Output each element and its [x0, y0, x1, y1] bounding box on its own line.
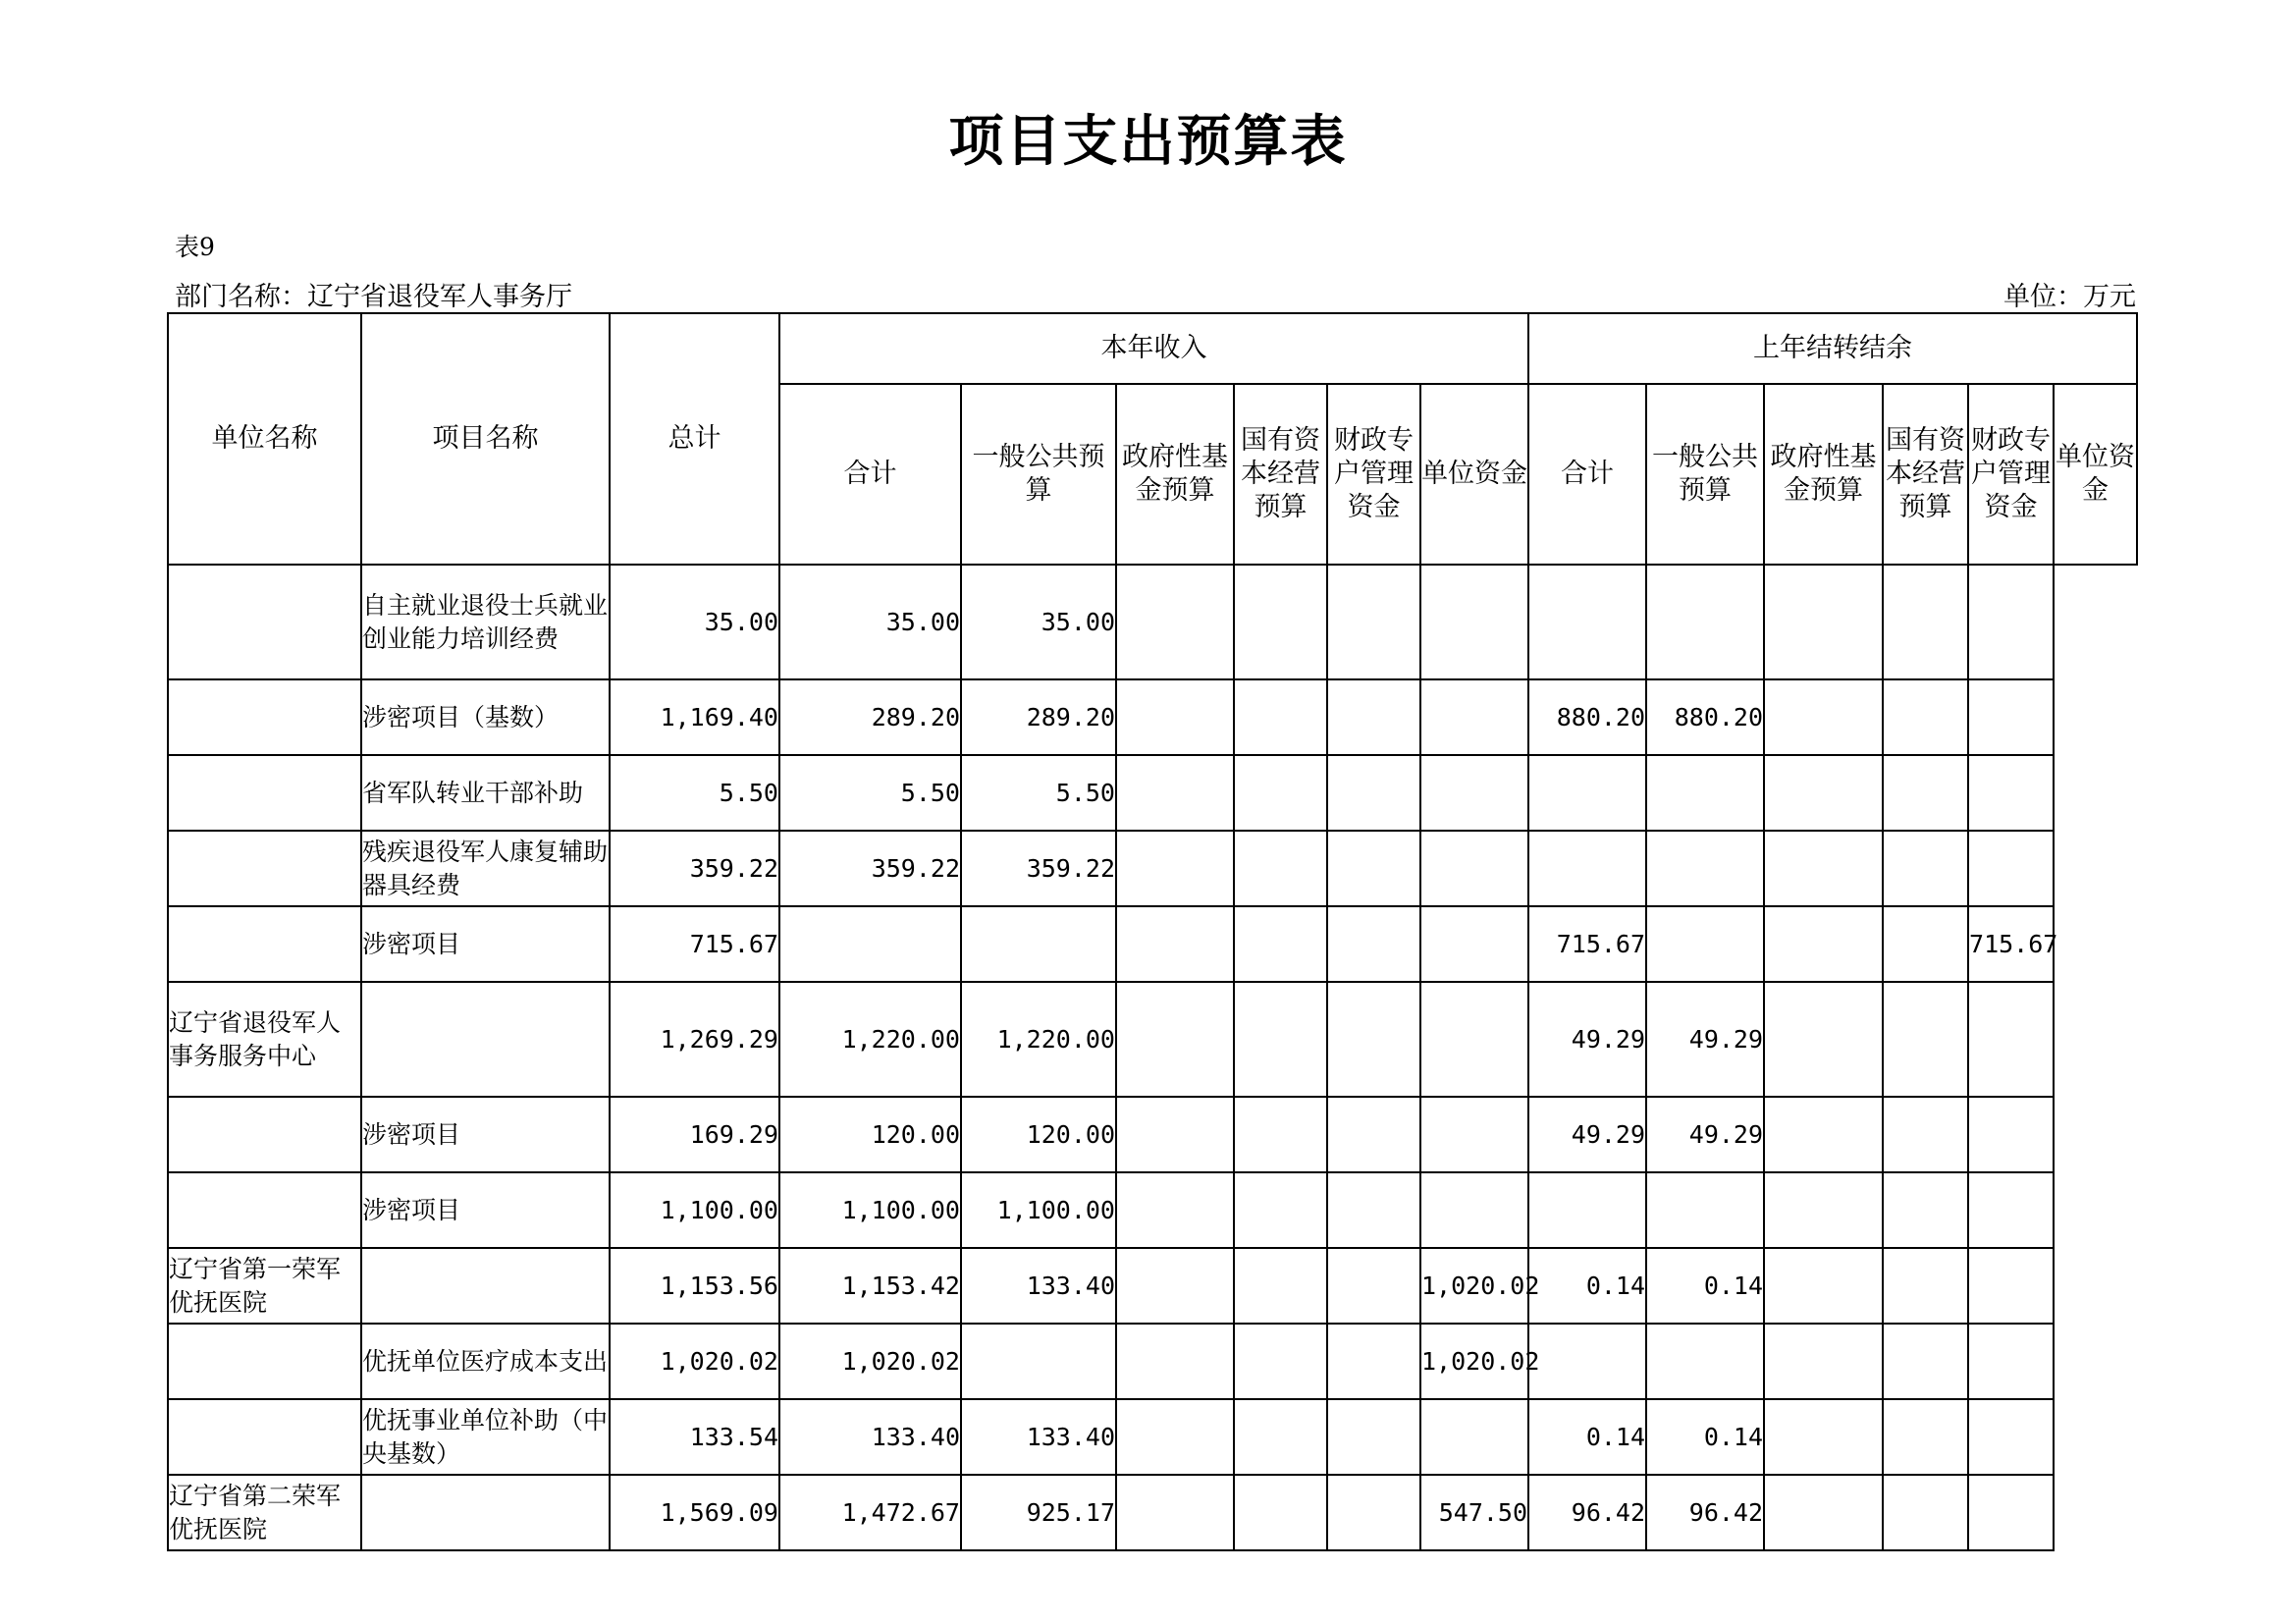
- amount-cell: 715.67: [1968, 906, 2054, 982]
- amount-cell: [1528, 755, 1646, 831]
- amount-cell: [1116, 565, 1234, 679]
- amount-cell: [1420, 565, 1528, 679]
- amount-cell: 133.40: [961, 1248, 1116, 1324]
- amount-cell: 0.14: [1528, 1248, 1646, 1324]
- amount-cell: 169.29: [610, 1097, 779, 1172]
- amount-cell: [1968, 1475, 2054, 1550]
- amount-cell: [961, 906, 1116, 982]
- amount-cell: [1528, 565, 1646, 679]
- amount-cell: [1234, 831, 1327, 906]
- project-name-cell: 优抚事业单位补助（中央基数）: [361, 1399, 610, 1475]
- amount-cell: [1883, 982, 1968, 1097]
- project-name-cell: 残疾退役军人康复辅助器具经费: [361, 831, 610, 906]
- amount-cell: [1528, 1172, 1646, 1248]
- table-row: [168, 1399, 2137, 1475]
- project-name-cell: 优抚单位医疗成本支出: [361, 1324, 610, 1399]
- table-header: [168, 313, 2137, 565]
- amount-cell: [1968, 1248, 2054, 1324]
- amount-cell: [1883, 679, 1968, 755]
- table-row: [168, 1172, 2137, 1248]
- amount-cell: [961, 1324, 1116, 1399]
- amount-cell: [1234, 679, 1327, 755]
- table-row: [168, 1097, 2137, 1172]
- amount-cell: [1327, 1248, 1420, 1324]
- amount-cell: 359.22: [961, 831, 1116, 906]
- amount-cell: [1327, 1324, 1420, 1399]
- header-this-year-col: 政府性基金预算: [1116, 384, 1234, 565]
- amount-cell: [1883, 1475, 1968, 1550]
- amount-cell: 133.40: [779, 1399, 961, 1475]
- header-last-year-col: 政府性基金预算: [1764, 384, 1883, 565]
- amount-cell: [1968, 1097, 2054, 1172]
- project-name-cell: 涉密项目: [361, 1097, 610, 1172]
- amount-cell: 1,100.00: [961, 1172, 1116, 1248]
- amount-cell: [1420, 755, 1528, 831]
- amount-cell: [1420, 982, 1528, 1097]
- amount-cell: [1968, 755, 2054, 831]
- header-unit-name: 单位名称: [168, 313, 361, 565]
- amount-cell: [1327, 1399, 1420, 1475]
- unit-name-cell: [168, 1399, 361, 1475]
- amount-cell: [1116, 1399, 1234, 1475]
- unit-name-cell: [168, 1172, 361, 1248]
- amount-cell: 1,100.00: [779, 1172, 961, 1248]
- header-this-year-col: 国有资本经营预算: [1234, 384, 1327, 565]
- amount-cell: 715.67: [610, 906, 779, 982]
- amount-cell: [1116, 755, 1234, 831]
- amount-cell: [1646, 906, 1764, 982]
- amount-cell: 1,569.09: [610, 1475, 779, 1550]
- amount-cell: [1116, 1475, 1234, 1550]
- amount-cell: 49.29: [1528, 982, 1646, 1097]
- amount-cell: 1,020.02: [610, 1324, 779, 1399]
- header-last-year-col: 单位资金: [2054, 384, 2137, 565]
- amount-cell: [1764, 679, 1883, 755]
- amount-cell: [1968, 1399, 2054, 1475]
- amount-cell: [1883, 565, 1968, 679]
- amount-cell: [1116, 906, 1234, 982]
- amount-cell: 1,220.00: [961, 982, 1116, 1097]
- table-row: [168, 982, 2137, 1097]
- amount-cell: [1764, 755, 1883, 831]
- header-this-year: 本年收入: [779, 313, 1528, 384]
- amount-cell: 359.22: [610, 831, 779, 906]
- amount-cell: [1327, 831, 1420, 906]
- budget-table: [167, 312, 2138, 1551]
- amount-cell: [1234, 1475, 1327, 1550]
- amount-cell: 96.42: [1528, 1475, 1646, 1550]
- header-last-year-col: 国有资本经营预算: [1883, 384, 1968, 565]
- amount-cell: [1116, 1097, 1234, 1172]
- amount-cell: [1646, 831, 1764, 906]
- page-title: 项目支出预算表: [948, 110, 1348, 174]
- unit-name-cell: 辽宁省退役军人事务服务中心: [168, 982, 361, 1097]
- amount-cell: [1764, 565, 1883, 679]
- unit-label: 单位：万元: [2003, 282, 2136, 312]
- amount-cell: [1968, 679, 2054, 755]
- project-name-cell: 涉密项目: [361, 906, 610, 982]
- amount-cell: [1234, 1172, 1327, 1248]
- amount-cell: [1764, 831, 1883, 906]
- amount-cell: 0.14: [1646, 1399, 1764, 1475]
- table-row: [168, 831, 2137, 906]
- amount-cell: 1,020.02: [1420, 1248, 1528, 1324]
- amount-cell: [1883, 906, 1968, 982]
- amount-cell: [779, 906, 961, 982]
- header-last-year-col: 一般公共预算: [1646, 384, 1764, 565]
- table-row: [168, 755, 2137, 831]
- amount-cell: [1420, 1097, 1528, 1172]
- amount-cell: [1116, 1324, 1234, 1399]
- unit-name-cell: [168, 679, 361, 755]
- header-project-name: 项目名称: [361, 313, 610, 565]
- amount-cell: [1528, 1324, 1646, 1399]
- amount-cell: [1116, 1248, 1234, 1324]
- amount-cell: 1,472.67: [779, 1475, 961, 1550]
- amount-cell: [1234, 1248, 1327, 1324]
- amount-cell: [1327, 1172, 1420, 1248]
- amount-cell: [1646, 755, 1764, 831]
- amount-cell: [1327, 982, 1420, 1097]
- amount-cell: [1883, 755, 1968, 831]
- amount-cell: 1,153.56: [610, 1248, 779, 1324]
- amount-cell: 49.29: [1646, 1097, 1764, 1172]
- table-number: 表9: [175, 233, 215, 261]
- header-last-year-col: 合计: [1528, 384, 1646, 565]
- amount-cell: [1116, 1172, 1234, 1248]
- amount-cell: [1646, 1172, 1764, 1248]
- amount-cell: 1,020.02: [779, 1324, 961, 1399]
- amount-cell: [1234, 982, 1327, 1097]
- unit-name-cell: [168, 755, 361, 831]
- amount-cell: 289.20: [779, 679, 961, 755]
- header-last-year-col: 财政专户管理资金: [1968, 384, 2054, 565]
- amount-cell: [1420, 1399, 1528, 1475]
- table-row: [168, 565, 2137, 679]
- amount-cell: [1327, 679, 1420, 755]
- amount-cell: 5.50: [610, 755, 779, 831]
- amount-cell: [1764, 1172, 1883, 1248]
- amount-cell: 133.54: [610, 1399, 779, 1475]
- project-name-cell: 涉密项目（基数）: [361, 679, 610, 755]
- amount-cell: [1420, 1172, 1528, 1248]
- amount-cell: [1234, 755, 1327, 831]
- amount-cell: 1,100.00: [610, 1172, 779, 1248]
- amount-cell: [1116, 679, 1234, 755]
- table-row: [168, 1248, 2137, 1324]
- amount-cell: 359.22: [779, 831, 961, 906]
- amount-cell: [1420, 679, 1528, 755]
- table-body: [168, 565, 2137, 1550]
- unit-name-cell: [168, 565, 361, 679]
- amount-cell: 49.29: [1528, 1097, 1646, 1172]
- amount-cell: [1883, 1399, 1968, 1475]
- project-name-cell: 涉密项目: [361, 1172, 610, 1248]
- table-row: [168, 1475, 2137, 1550]
- amount-cell: 925.17: [961, 1475, 1116, 1550]
- amount-cell: [1968, 982, 2054, 1097]
- amount-cell: [1420, 831, 1528, 906]
- project-name-cell: 自主就业退役士兵就业创业能力培训经费: [361, 565, 610, 679]
- amount-cell: [1883, 1097, 1968, 1172]
- unit-name-cell: 辽宁省第二荣军优抚医院: [168, 1475, 361, 1550]
- header-this-year-col: 一般公共预算: [961, 384, 1116, 565]
- department-name: 部门名称：辽宁省退役军人事务厅: [175, 282, 572, 312]
- amount-cell: [1764, 906, 1883, 982]
- amount-cell: [1883, 831, 1968, 906]
- amount-cell: 96.42: [1646, 1475, 1764, 1550]
- amount-cell: 1,020.02: [1420, 1324, 1528, 1399]
- amount-cell: [1234, 1399, 1327, 1475]
- amount-cell: [1968, 1324, 2054, 1399]
- project-name-cell: [361, 1475, 610, 1550]
- amount-cell: 880.20: [1646, 679, 1764, 755]
- amount-cell: [1968, 1172, 2054, 1248]
- amount-cell: 35.00: [610, 565, 779, 679]
- amount-cell: [1764, 1324, 1883, 1399]
- amount-cell: [1764, 1097, 1883, 1172]
- amount-cell: 1,269.29: [610, 982, 779, 1097]
- amount-cell: [1234, 906, 1327, 982]
- amount-cell: [1764, 1399, 1883, 1475]
- amount-cell: 1,220.00: [779, 982, 961, 1097]
- header-last-year: 上年结转结余: [1528, 313, 2137, 384]
- amount-cell: [1646, 565, 1764, 679]
- amount-cell: [1234, 1097, 1327, 1172]
- amount-cell: [1764, 1475, 1883, 1550]
- project-name-cell: 省军队转业干部补助: [361, 755, 610, 831]
- amount-cell: [1883, 1172, 1968, 1248]
- amount-cell: [1327, 1097, 1420, 1172]
- unit-name-cell: [168, 831, 361, 906]
- amount-cell: 120.00: [961, 1097, 1116, 1172]
- amount-cell: 880.20: [1528, 679, 1646, 755]
- amount-cell: [1327, 755, 1420, 831]
- amount-cell: 0.14: [1528, 1399, 1646, 1475]
- amount-cell: [1234, 1324, 1327, 1399]
- amount-cell: [1968, 831, 2054, 906]
- amount-cell: [1883, 1248, 1968, 1324]
- amount-cell: 0.14: [1646, 1248, 1764, 1324]
- amount-cell: [1420, 906, 1528, 982]
- amount-cell: 5.50: [779, 755, 961, 831]
- header-this-year-col: 单位资金: [1420, 384, 1528, 565]
- project-name-cell: [361, 1248, 610, 1324]
- amount-cell: [1764, 1248, 1883, 1324]
- amount-cell: 49.29: [1646, 982, 1764, 1097]
- header-this-year-col: 合计: [779, 384, 961, 565]
- amount-cell: [1116, 982, 1234, 1097]
- unit-name-cell: 辽宁省第一荣军优抚医院: [168, 1248, 361, 1324]
- amount-cell: 120.00: [779, 1097, 961, 1172]
- table-row: [168, 1324, 2137, 1399]
- amount-cell: 1,169.40: [610, 679, 779, 755]
- project-name-cell: [361, 982, 610, 1097]
- amount-cell: [1327, 565, 1420, 679]
- amount-cell: 547.50: [1420, 1475, 1528, 1550]
- unit-name-cell: [168, 1324, 361, 1399]
- amount-cell: 5.50: [961, 755, 1116, 831]
- amount-cell: [1327, 906, 1420, 982]
- header-total: 总计: [610, 313, 779, 565]
- amount-cell: [1646, 1324, 1764, 1399]
- amount-cell: [1116, 831, 1234, 906]
- amount-cell: 1,153.42: [779, 1248, 961, 1324]
- amount-cell: 133.40: [961, 1399, 1116, 1475]
- amount-cell: 35.00: [779, 565, 961, 679]
- table-row: [168, 906, 2137, 982]
- header-this-year-col: 财政专户管理资金: [1327, 384, 1420, 565]
- unit-name-cell: [168, 906, 361, 982]
- amount-cell: 289.20: [961, 679, 1116, 755]
- table-row: [168, 679, 2137, 755]
- amount-cell: 715.67: [1528, 906, 1646, 982]
- amount-cell: [1327, 1475, 1420, 1550]
- amount-cell: [1764, 982, 1883, 1097]
- amount-cell: [1968, 565, 2054, 679]
- amount-cell: 35.00: [961, 565, 1116, 679]
- amount-cell: [1234, 565, 1327, 679]
- amount-cell: [1528, 831, 1646, 906]
- unit-name-cell: [168, 1097, 361, 1172]
- amount-cell: [1883, 1324, 1968, 1399]
